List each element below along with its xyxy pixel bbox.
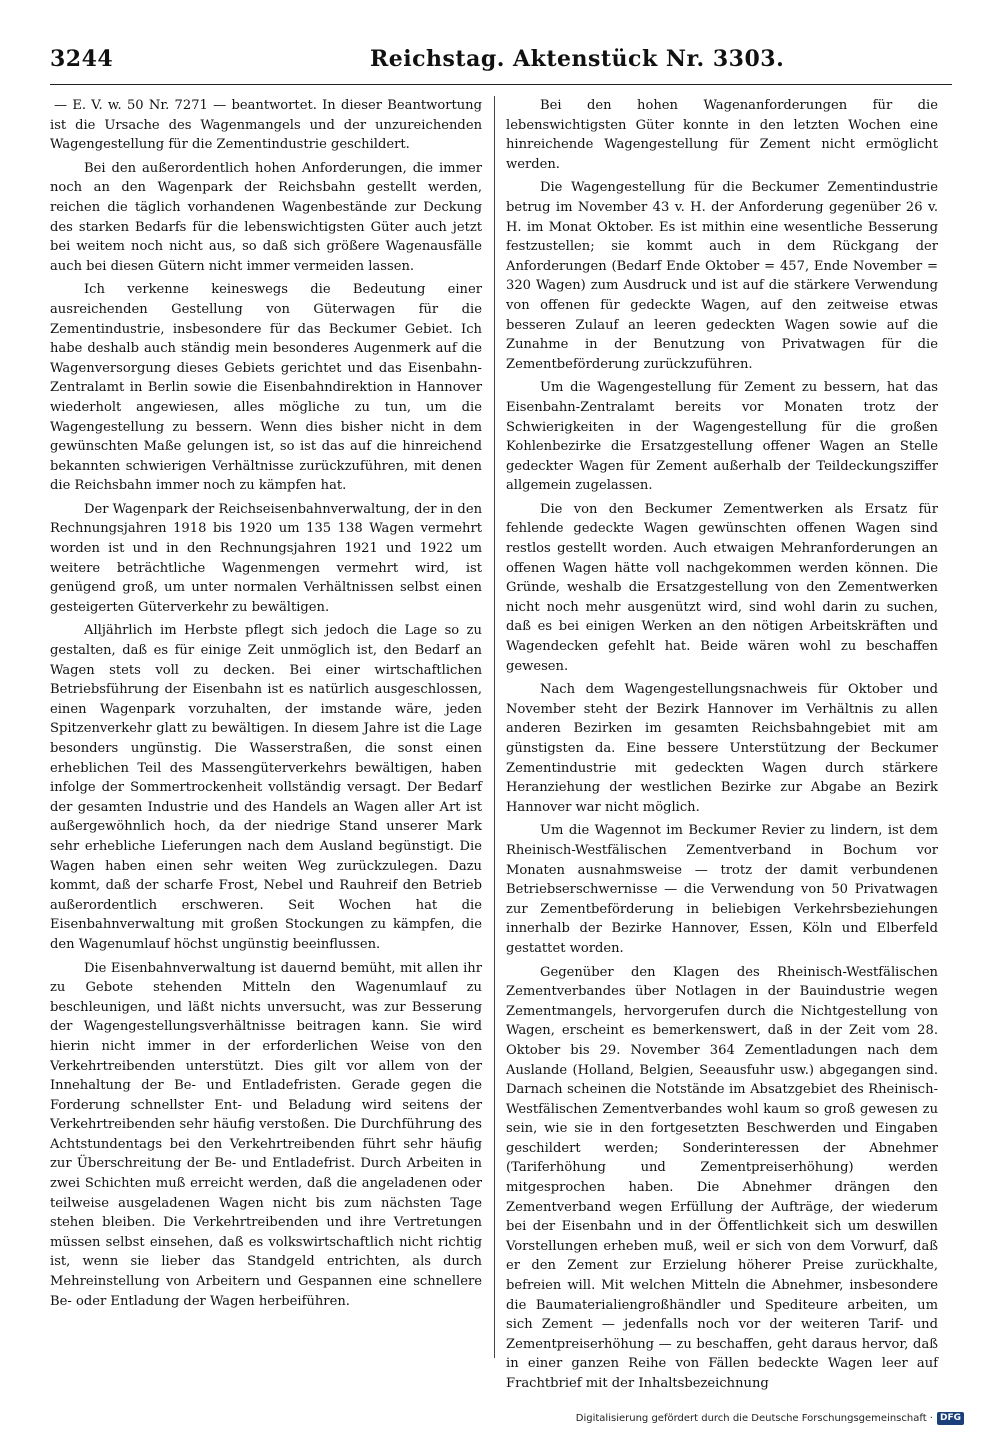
page-header — [50, 44, 952, 85]
paragraph: Nach dem Wagengestellungsnachweis für Oktober und November steht der Bezirk Hannover im Verhältnis zu allen anderen Bezirken im gesamten Reichsbahngebiet mit am günstigsten da. Eine bessere Unterstützung der Beckumer Zementindustrie mit gedeckten Wagen durch stärkere Heranziehung der westlichen Bezirke zur Abgabe an Bezirk Hannover war nicht möglich. — [506, 682, 938, 815]
dfg-logo-icon: DFG — [937, 1412, 964, 1425]
paragraph: Die Wagengestellung für die Beckumer Zementindustrie betrug im November 43 v. H. der Anforderung gegenüber 26 v. H. im Monat Oktober. Es ist mithin eine wesentliche Besserung festzustellen; sie kommt auch in dem Rückgang der Anforderungen (Bedarf Ende Oktober = 457, Ende November = 320 Wagen) zum Ausdruck und ist auf die stärkere Verwendung von offenen für gedeckte Wagen, auf den zeitweise etwas besseren Zulauf an leeren gedeckten Wagen sowie auf die Zunahme in der Benutzung von Privatwagen für die Zementbeförderung zurückzuführen. — [506, 180, 938, 372]
column-divider — [494, 96, 495, 1358]
paragraph: Der Wagenpark der Reichseisenbahnverwaltung, der in den Rechnungsjahren 1918 bis 1920 um 135 138 Wagen vermehrt worden ist und in den Rechnungsjahren 1921 und 1922 um weitere beträchtliche Wagenmengen vermehrt wird, ist genügend groß, um unter normalen Verhältnissen selbst einen gesteigerten Güterverkehr zu bewältigen. — [50, 501, 482, 615]
left-column — [50, 96, 482, 1358]
digitization-footer — [576, 1412, 964, 1425]
paragraph: Bei den außerordentlich hohen Anforderungen, die immer noch an den Wagenpark der Reichsbahn gestellt werden, reichen die täglich vorhandenen Wagenbestände zur Deckung des starken Bedarfs für die lebenswichtigsten Güter auch jetzt bei weitem noch nicht aus, so daß sich größere Wagenausfälle auch bei diesen Gütern nicht immer vermeiden lassen. — [50, 160, 482, 274]
paragraph: Die von den Beckumer Zementwerken als Ersatz für fehlende gedeckte Wagen gewünschten offenen Wagen sind restlos gestellt worden. Auch etwaigen Mehranforderungen an offenen Wagen hätte voll nachgekommen werden können. Die Gründe, weshalb die Ersatzgestellung von den Zementwerken nicht noch mehr ausgenützt wird, sind wohl darin zu suchen, daß es bei einigen Werken an den nötigen Arbeitskräften und Wagendecken gefehlt hat. Beide wären wohl zu beschaffen gewesen. — [506, 501, 938, 674]
paragraph: Die Eisenbahnverwaltung ist dauernd bemüht, mit allen ihr zu Gebote stehenden Mitteln den Wagenumlauf zu beschleunigen, und läßt nichts unversucht, was zur Besserung der Wagengestellungsverhältnisse beitragen kann. Sie wird hierin nicht immer in der erforderlichen Weise von den Verkehrtreibenden unterstützt. Dies gilt vor allem von der Innehaltung der Be- und Entladefristen. Gerade gegen die Forderung schnellster Ent- und Beladung wird seitens der Verkehrtreibenden sehr häufig verstoßen. Die Durchführung des Achtstundentags bei den Verkehrtreibenden führt sehr häufig zur Überschreitung der Be- und Entladefrist. Durch Arbeiten in zwei Schichten muß erreicht werden, daß die angeladenen oder teilweise ausgeladenen Wagen nicht bis zum nächsten Tage stehen bleiben. Die Verkehrtreibenden und ihre Vertretungen müssen selbst einsehen, daß es volkswirtschaftlich nicht richtig ist, wenn sie lieber das Standgeld entrichten, als durch Mehreinstellung von Arbeitern und Gespannen eine schnellere Be- oder Entladung der Wagen herbeiführen. — [50, 960, 482, 1309]
paragraph: Ich verkenne keineswegs die Bedeutung einer ausreichenden Gestellung von Güterwagen für die Zementindustrie, insbesondere für das Beckumer Gebiet. Ich habe deshalb auch ständig mein besonderes Augenmerk auf die Wagenversorgung dieses Gebiets gerichtet und das Eisenbahn-Zentralamt in Berlin sowie die Eisenbahndirektion in Hannover wiederholt angewiesen, alles mögliche zu tun, um die Wagengestellung zu bessern. Wenn dies bisher nicht in dem gewünschten Maße gelungen ist, so ist das auf die hinreichend bekannten schwierigen Verhältnisse zurückzuführen, mit denen die Reichsbahn immer noch zu kämpfen hat. — [50, 282, 482, 494]
paragraph: Um die Wagengestellung für Zement zu bessern, hat das Eisenbahn-Zentralamt bereits vor Monaten trotz der Schwierigkeiten in der Wagengestellung für die großen Kohlenbezirke die Ersatzgestellung offener Wagen an Stelle gedeckter Wagen für Zement außerhalb der Teildeckungsziffer allgemein zugelassen. — [506, 380, 938, 494]
paragraph: Um die Wagennot im Beckumer Revier zu lindern, ist dem Rheinisch-Westfälischen Zementverband in Bochum vor Monaten ausnahmsweise — trotz der damit verbundenen Betriebserschwernisse — die Verwendung von 50 Privatwagen zur Zementbeförderung in beliebigen Verkehrsbeziehungen innerhalb der Bezirke Hannover, Essen, Köln und Elberfeld gestattet worden. — [506, 823, 938, 956]
right-column — [506, 96, 938, 1391]
page-number: 3244 — [50, 46, 114, 72]
footer-text: Digitalisierung gefördert durch die Deutsche Forschungsgemeinschaft · — [575, 1413, 933, 1424]
running-head: Reichstag. Aktenstück Nr. 3303. — [370, 46, 785, 72]
paragraph: Alljährlich im Herbste pflegt sich jedoch die Lage so zu gestalten, daß es für einige Zeit unmöglich ist, den Bedarf an Wagen stets voll zu decken. Bei einer wirtschaftlichen Betriebsführung der Eisenbahn ist es natürlich ausgeschlossen, einen Wagenpark vorzuhalten, der imstande wäre, jeden Spitzenverkehr glatt zu bewältigen. In diesem Jahre ist die Lage besonders ungünstig. Die Wasserstraßen, die sonst einen erheblichen Teil des Massengüterverkehrs bewältigen, haben infolge der Sommertrockenheit vollständig versagt. Der Bedarf der gesamten Industrie und des Handels an Wagen aller Art ist außergewöhnlich hoch, da der niedrige Stand unserer Mark sehr erhebliche Lieferungen nach dem Ausland begünstigt. Die Wagen haben einen sehr weiten Weg zurückzulegen. Dazu kommt, daß der scharfe Frost, Nebel und Rauhreif den Betrieb außerordentlich erschweren. Seit Wochen hat die Eisenbahnverwaltung mit großen Stockungen zu kämpfen, die den Wagenumlauf höchst ungünstig beeinflussen. — [50, 623, 482, 952]
paragraph: — E. V. w. 50 Nr. 7271 — beantwortet. In dieser Beantwortung ist die Ursache des Wagenmangels und der unzureichenden Wagengestellung für die Zementindustrie geschildert. — [50, 98, 482, 153]
paragraph: Gegenüber den Klagen des Rheinisch-Westfälischen Zementverbandes über Notlagen in der Bauindustrie wegen Zementmangels, hervorgerufen durch die Nichtgestellung von Wagen, erscheint es bemerkenswert, daß in der Zeit vom 28. Oktober bis 29. November 364 Zementladungen nach dem Auslande (Holland, Belgien, Seeausfuhr usw.) abgegangen sind. Darnach scheinen die Notstände im Absatzgebiet des Rheinisch-Westfälischen Zementverbandes wohl kaum so groß gewesen zu sein, wie sie in den fortgesetzten Beschwerden und Eingaben geschildert werden; Sonderinteressen der Abnehmer (Tariferhöhung und Zementpreiserhöhung) werden mitgesprochen haben. Die Abnehmer drängen den Zementverband wegen Erfüllung der Aufträge, der wiederum bei der Eisenbahn und in der Öffentlichkeit sich um deswillen Vorstellungen erheben muß, weil er sich von dem Vorwurf, daß er den Zement zur Erzielung höherer Preise zurückhalte, befreien will. Mit welchen Mitteln die Abnehmer, insbesondere die Baumaterialiengroßhändler und Spediteure arbeiten, um sich Zement — jedenfalls noch vor der weiteren Tarif- und Zementpreiserhöhung — zu beschaffen, geht daraus hervor, daß in einer ganzen Reihe von Fällen bedeckte Wagen leer auf Frachtbrief mit der Inhaltsbezeichnung — [506, 964, 938, 1391]
paragraph: Bei den hohen Wagenanforderungen für die lebenswichtigsten Güter konnte in den letzten Wochen eine hinreichende Wagengestellung für Zement nicht ermöglicht werden. — [506, 98, 938, 172]
